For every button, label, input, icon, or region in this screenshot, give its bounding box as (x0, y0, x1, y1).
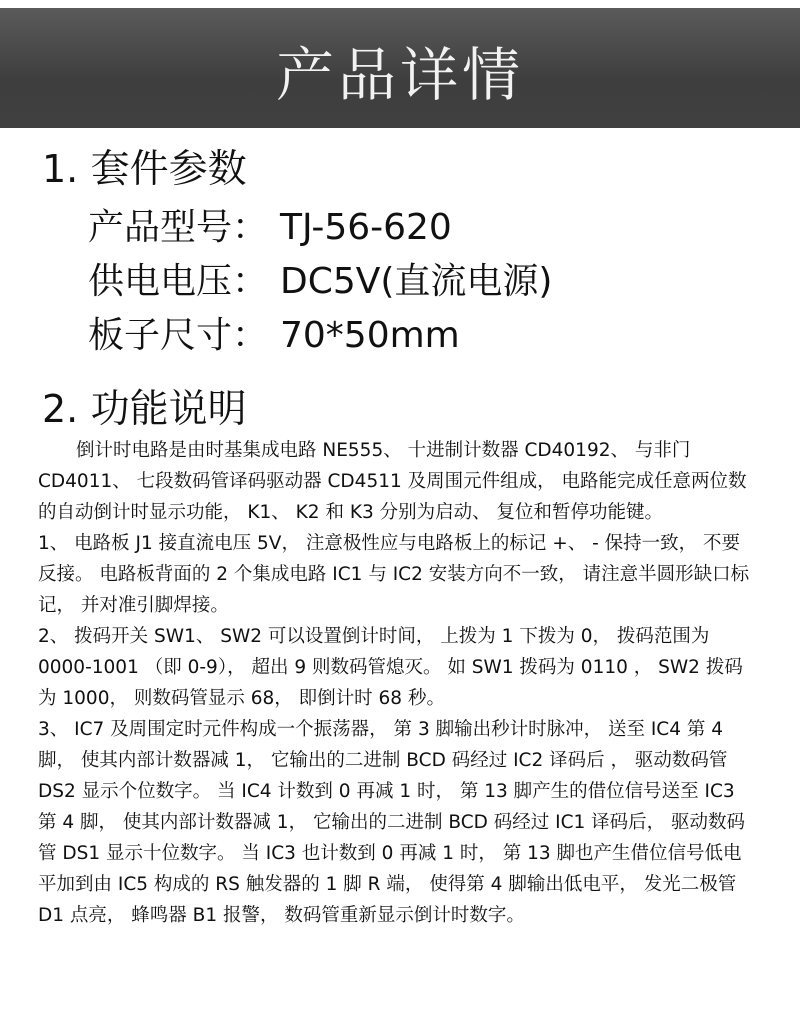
paragraph: 倒计时电路是由时基集成电路 NE555、 十进制计数器 CD40192、 与非门 CD4011、 七段数码管译码驱动器 CD4511 及周围元件组成， 电路能完成任意两位数的自动倒计时显示功能， K1、 K2 和 K3 分别为启动、 复位和暂停功能键。 (38, 440, 747, 523)
section-heading-parameters (42, 147, 247, 192)
section-number: 2. (42, 387, 79, 431)
param-value: DC5V(直流电源) (280, 261, 553, 302)
function-description (38, 435, 750, 931)
param-value: TJ-56-620 (280, 207, 452, 248)
banner-title: 产品详情 (275, 41, 524, 109)
param-label: 产品型号： (88, 207, 269, 248)
param-value: 70*50mm (280, 315, 460, 356)
section-number: 1. (42, 147, 79, 191)
paragraph: 1、 电路板 J1 接直流电压 5V， 注意极性应与电路板上的标记 +、 - 保持一致， 不要反接。 电路板背面的 2 个集成电路 IC1 与 IC2 安装方向不一致， 请注意半圆形缺口标记， 并对准引脚焊接。 (38, 533, 750, 616)
paragraph: 3、 IC7 及周围定时元件构成一个振荡器， 第 3 脚输出秒计时脉冲， 送至 IC4 第 4 脚， 使其内部计数器减 1， 它输出的二进制 BCD 码经过 IC2 译码后 ， 驱动数码管 DS2 显示个位数字。 当 IC4 计数到 0 再减 1 时， 第 13 脚产生的借位信号送至 IC3 第 4 脚， 使其内部计数器减 1， 它输出的二进制 BCD 码经过 IC1 译码后， 驱动数码管 DS1 显示十位数字。 当 IC3 也计数到 0 再减 1 时， 第 13 脚也产生借位信号低电平加到由 IC5 构成的 RS 触发器的 1 脚 R 端， 使得第 4 脚输出低电平， 发光二极管 D1 点亮， 蜂鸣器 B1 报警， 数码管重新显示倒计时数字。 (38, 719, 746, 926)
param-label: 板子尺寸： (88, 315, 269, 356)
section-title: 套件参数 (90, 147, 247, 192)
param-row-size (88, 315, 460, 356)
param-label: 供电电压： (88, 261, 269, 302)
section-heading-function (42, 387, 247, 432)
section-title: 功能说明 (90, 387, 247, 432)
header-banner (0, 8, 800, 128)
param-row-model (88, 207, 452, 248)
param-row-voltage (88, 261, 553, 302)
paragraph: 2、 拨码开关 SW1、 SW2 可以设置倒计时间， 上拨为 1 下拨为 0， 拨码范围为 0000-1001 （即 0-9）， 超出 9 则数码管熄灭。 如 SW1 拨码为 0110 ， SW2 拨码为 1000， 则数码管显示 68， 即倒计时 68 秒。 (38, 626, 743, 709)
